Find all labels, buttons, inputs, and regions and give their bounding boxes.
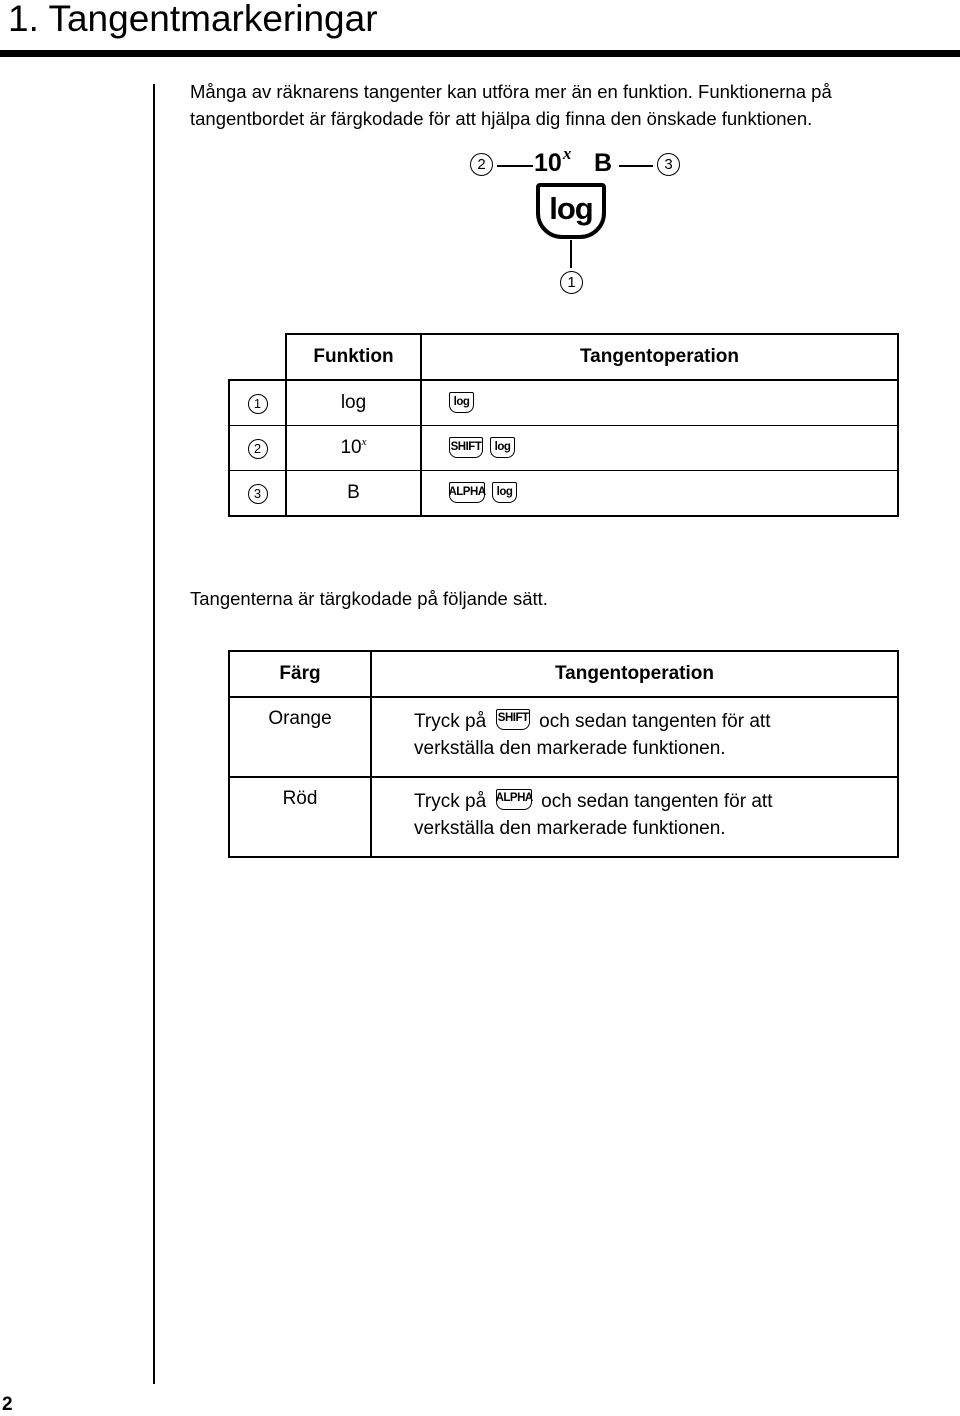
header-function: Funktion <box>286 334 421 380</box>
table-row <box>229 380 898 426</box>
header-color: Färg <box>229 651 371 697</box>
alpha-function-label: B <box>594 149 613 177</box>
marker-2: 2 <box>470 153 493 176</box>
table-row <box>229 471 898 517</box>
margin-rule <box>153 84 155 1384</box>
marker-2: 2 <box>248 439 268 459</box>
color-cell: Orange <box>229 697 371 777</box>
shift-key: SHIFT <box>449 437 483 458</box>
color-coding-intro: Tangenterna är tärgkodade på följande sätt. <box>190 588 548 609</box>
color-cell: Röd <box>229 777 371 857</box>
leader-line-2 <box>497 165 533 167</box>
marker-1: 1 <box>248 394 268 414</box>
intro-line-1: Många av räknarens tangenter kan utföra mer än en funktion. Funktionerna på <box>190 81 832 102</box>
marker-3: 3 <box>248 484 268 504</box>
operation-cell <box>421 426 898 471</box>
header-blank-cell <box>229 334 286 380</box>
description-cell: Tryck på ALPHA och sedan tangenten för att verkställa den markerade funktionen. <box>371 777 898 857</box>
alpha-key: ALPHA <box>449 482 485 503</box>
marker-1: 1 <box>560 271 583 294</box>
log-key: log <box>449 392 474 413</box>
key-diagram <box>460 145 700 305</box>
title-rule <box>0 50 960 57</box>
description-cell: Tryck på SHIFT och sedan tangenten för att verkställa den markerade funktionen. <box>371 697 898 777</box>
table-row <box>229 697 898 777</box>
function-cell: B <box>286 471 421 517</box>
page-number: 2 <box>2 1394 13 1415</box>
log-key-large: log <box>536 183 606 239</box>
operation-cell <box>421 471 898 517</box>
table-row <box>229 426 898 471</box>
function-cell: log <box>286 380 421 426</box>
color-table <box>228 650 899 858</box>
marker-3: 3 <box>657 153 680 176</box>
alpha-key: ALPHA <box>496 789 532 810</box>
intro-paragraph <box>190 78 940 132</box>
function-cell: 10$^x$ <box>286 426 421 471</box>
function-table <box>228 333 899 517</box>
header-operation: Tangentoperation <box>421 334 898 380</box>
leader-line-1 <box>570 240 572 268</box>
log-key: log <box>490 437 515 458</box>
table-row <box>229 777 898 857</box>
shifted-function-label: 10$^x$ <box>534 144 572 177</box>
intro-line-2: tangentbordet är färgkodade för att hjälpa dig finna den önskade funktionen. <box>190 108 813 129</box>
page-title: 1. Tangentmarkeringar <box>8 0 378 39</box>
header-operation: Tangentoperation <box>371 651 898 697</box>
shift-key: SHIFT <box>496 709 530 730</box>
operation-cell <box>421 380 898 426</box>
leader-line-3 <box>619 165 653 167</box>
log-key: log <box>492 482 517 503</box>
